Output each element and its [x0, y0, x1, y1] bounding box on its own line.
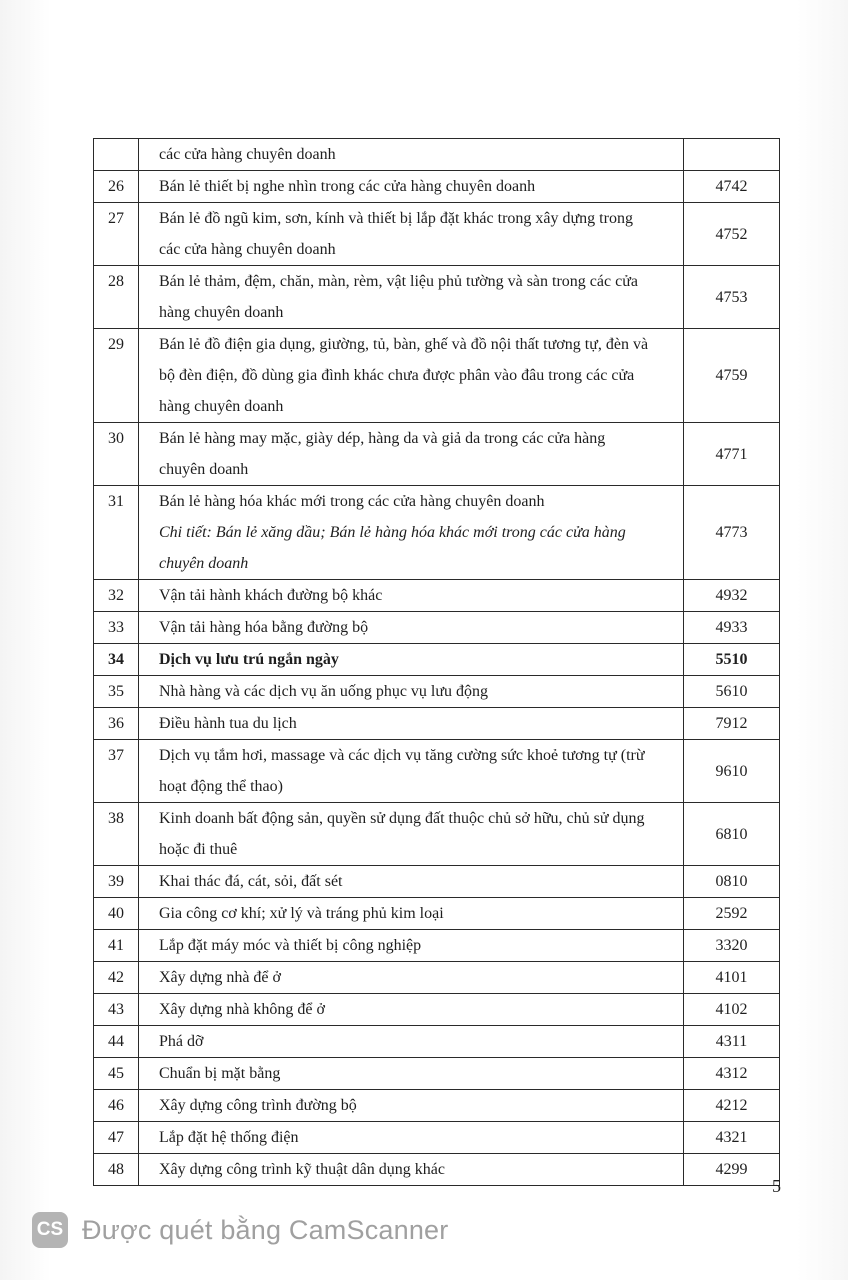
table-row — [94, 676, 780, 708]
row-number: 34 — [94, 644, 139, 676]
business-line-description — [139, 329, 684, 423]
description-line: Nhà hàng và các dịch vụ ăn uống phục vụ lưu động — [159, 683, 489, 700]
description-line: Bán lẻ hàng may mặc, giày dép, hàng da và giả da trong các cửa hàng — [159, 430, 606, 447]
industry-code: 4771 — [684, 423, 780, 486]
row-number: 35 — [94, 676, 139, 708]
table-row — [94, 1026, 780, 1058]
table-body — [94, 139, 780, 1186]
description-line: hàng chuyên doanh — [159, 304, 284, 321]
row-number: 41 — [94, 930, 139, 962]
table-row — [94, 930, 780, 962]
business-line-description — [139, 612, 684, 644]
description-line: Bán lẻ thảm, đệm, chăn, màn, rèm, vật liệu phủ tường và sàn trong các cửa — [159, 273, 638, 290]
table-row — [94, 803, 780, 866]
table-row — [94, 486, 780, 580]
table-row — [94, 329, 780, 423]
industry-code: 9610 — [684, 740, 780, 803]
description-line: Chuẩn bị mặt bằng — [159, 1065, 281, 1082]
industry-code: 4101 — [684, 962, 780, 994]
table-row — [94, 866, 780, 898]
table-row — [94, 171, 780, 203]
row-number: 30 — [94, 423, 139, 486]
industry-code: 5610 — [684, 676, 780, 708]
business-line-description — [139, 580, 684, 612]
row-number: 42 — [94, 962, 139, 994]
row-number: 26 — [94, 171, 139, 203]
row-number: 37 — [94, 740, 139, 803]
business-line-description — [139, 1026, 684, 1058]
row-number: 33 — [94, 612, 139, 644]
page-number: 5 — [772, 1176, 781, 1196]
table-row — [94, 740, 780, 803]
business-lines-table — [93, 138, 780, 1186]
description-line: Bán lẻ đồ ngũ kim, sơn, kính và thiết bị lắp đặt khác trong xây dựng trong — [159, 210, 633, 227]
description-line: Xây dựng nhà để ở — [159, 969, 281, 986]
description-line: các cửa hàng chuyên doanh — [159, 146, 336, 163]
industry-code: 4752 — [684, 203, 780, 266]
description-line: các cửa hàng chuyên doanh — [159, 241, 336, 258]
business-line-description — [139, 203, 684, 266]
row-number: 39 — [94, 866, 139, 898]
table-row — [94, 962, 780, 994]
description-line: Bán lẻ thiết bị nghe nhìn trong các cửa hàng chuyên doanh — [159, 178, 536, 195]
description-line: Xây dựng công trình kỹ thuật dân dụng khác — [159, 1161, 445, 1178]
description-line: Vận tải hành khách đường bộ khác — [159, 587, 383, 604]
camscanner-watermark — [32, 1212, 448, 1248]
table-row — [94, 898, 780, 930]
description-line: Dịch vụ lưu trú ngắn ngày — [159, 651, 339, 668]
business-line-description — [139, 1154, 684, 1186]
description-line: bộ đèn điện, đồ dùng gia đình khác chưa được phân vào đâu trong các cửa — [159, 367, 635, 384]
industry-code: 0810 — [684, 866, 780, 898]
row-number: 44 — [94, 1026, 139, 1058]
industry-code: 4299 — [684, 1154, 780, 1186]
table-row — [94, 612, 780, 644]
description-line: Phá dỡ — [159, 1033, 204, 1050]
row-number: 46 — [94, 1090, 139, 1122]
business-line-description — [139, 866, 684, 898]
description-line: Dịch vụ tắm hơi, massage và các dịch vụ tăng cường sức khoẻ tương tự (trừ — [159, 747, 645, 764]
description-line: hoạt động thể thao) — [159, 778, 283, 795]
industry-code: 4773 — [684, 486, 780, 580]
business-line-description — [139, 486, 684, 580]
camscanner-logo-icon: CS — [32, 1212, 68, 1248]
industry-code: 4102 — [684, 994, 780, 1026]
description-line: Xây dựng công trình đường bộ — [159, 1097, 357, 1114]
business-line-description — [139, 930, 684, 962]
table-row — [94, 1058, 780, 1090]
description-line: Kinh doanh bất động sản, quyền sử dụng đất thuộc chủ sở hữu, chủ sử dụng — [159, 810, 645, 827]
row-number: 43 — [94, 994, 139, 1026]
description-line: Khai thác đá, cát, sỏi, đất sét — [159, 873, 343, 890]
row-number: 28 — [94, 266, 139, 329]
description-line: Xây dựng nhà không để ở — [159, 1001, 325, 1018]
table-row — [94, 580, 780, 612]
table-row — [94, 423, 780, 486]
row-number: 40 — [94, 898, 139, 930]
row-number: 48 — [94, 1154, 139, 1186]
row-number: 32 — [94, 580, 139, 612]
business-line-description — [139, 423, 684, 486]
description-line: hoặc đi thuê — [159, 841, 238, 858]
industry-code: 4311 — [684, 1026, 780, 1058]
industry-code: 4312 — [684, 1058, 780, 1090]
table-row — [94, 708, 780, 740]
row-number: 31 — [94, 486, 139, 580]
table-row — [94, 266, 780, 329]
description-line: Lắp đặt máy móc và thiết bị công nghiệp — [159, 937, 422, 954]
industry-code — [684, 139, 780, 171]
business-line-description — [139, 962, 684, 994]
row-number: 36 — [94, 708, 139, 740]
industry-code: 5510 — [684, 644, 780, 676]
description-line: Điều hành tua du lịch — [159, 715, 297, 732]
business-line-description — [139, 898, 684, 930]
business-line-description — [139, 994, 684, 1026]
description-line: Bán lẻ đồ điện gia dụng, giường, tủ, bàn, ghế và đồ nội thất tương tự, đèn và — [159, 336, 649, 353]
row-number: 38 — [94, 803, 139, 866]
description-line: hàng chuyên doanh — [159, 398, 284, 415]
table-row — [94, 1090, 780, 1122]
industry-code: 4753 — [684, 266, 780, 329]
business-line-description — [139, 1058, 684, 1090]
table-row — [94, 139, 780, 171]
watermark-text: Được quét bằng CamScanner — [82, 1214, 449, 1245]
description-detail-line: Chi tiết: Bán lẻ xăng dầu; Bán lẻ hàng hóa khác mới trong các cửa hàng — [159, 524, 626, 541]
business-line-description — [139, 171, 684, 203]
table-row — [94, 1122, 780, 1154]
row-number: 27 — [94, 203, 139, 266]
description-line: Vận tải hàng hóa bằng đường bộ — [159, 619, 369, 636]
business-line-description — [139, 266, 684, 329]
row-number — [94, 139, 139, 171]
description-line: chuyên doanh — [159, 461, 249, 478]
industry-code: 4933 — [684, 612, 780, 644]
business-line-description — [139, 740, 684, 803]
table-row — [94, 1154, 780, 1186]
description-line: Bán lẻ hàng hóa khác mới trong các cửa hàng chuyên doanh — [159, 493, 545, 510]
industry-code: 2592 — [684, 898, 780, 930]
business-line-description — [139, 1090, 684, 1122]
row-number: 47 — [94, 1122, 139, 1154]
table-row — [94, 203, 780, 266]
description-detail-line: chuyên doanh — [159, 555, 249, 572]
business-line-description — [139, 139, 684, 171]
description-line: Gia công cơ khí; xử lý và tráng phủ kim loại — [159, 905, 444, 922]
table-row — [94, 644, 780, 676]
industry-code: 3320 — [684, 930, 780, 962]
business-line-description — [139, 644, 684, 676]
industry-code: 4212 — [684, 1090, 780, 1122]
description-line: Lắp đặt hệ thống điện — [159, 1129, 299, 1146]
row-number: 45 — [94, 1058, 139, 1090]
industry-code: 4759 — [684, 329, 780, 423]
row-number: 29 — [94, 329, 139, 423]
business-line-description — [139, 1122, 684, 1154]
business-line-description — [139, 803, 684, 866]
industry-code: 4742 — [684, 171, 780, 203]
table-row — [94, 994, 780, 1026]
industry-code: 4321 — [684, 1122, 780, 1154]
industry-code: 6810 — [684, 803, 780, 866]
industry-code: 4932 — [684, 580, 780, 612]
business-line-description — [139, 708, 684, 740]
business-line-description — [139, 676, 684, 708]
industry-code: 7912 — [684, 708, 780, 740]
